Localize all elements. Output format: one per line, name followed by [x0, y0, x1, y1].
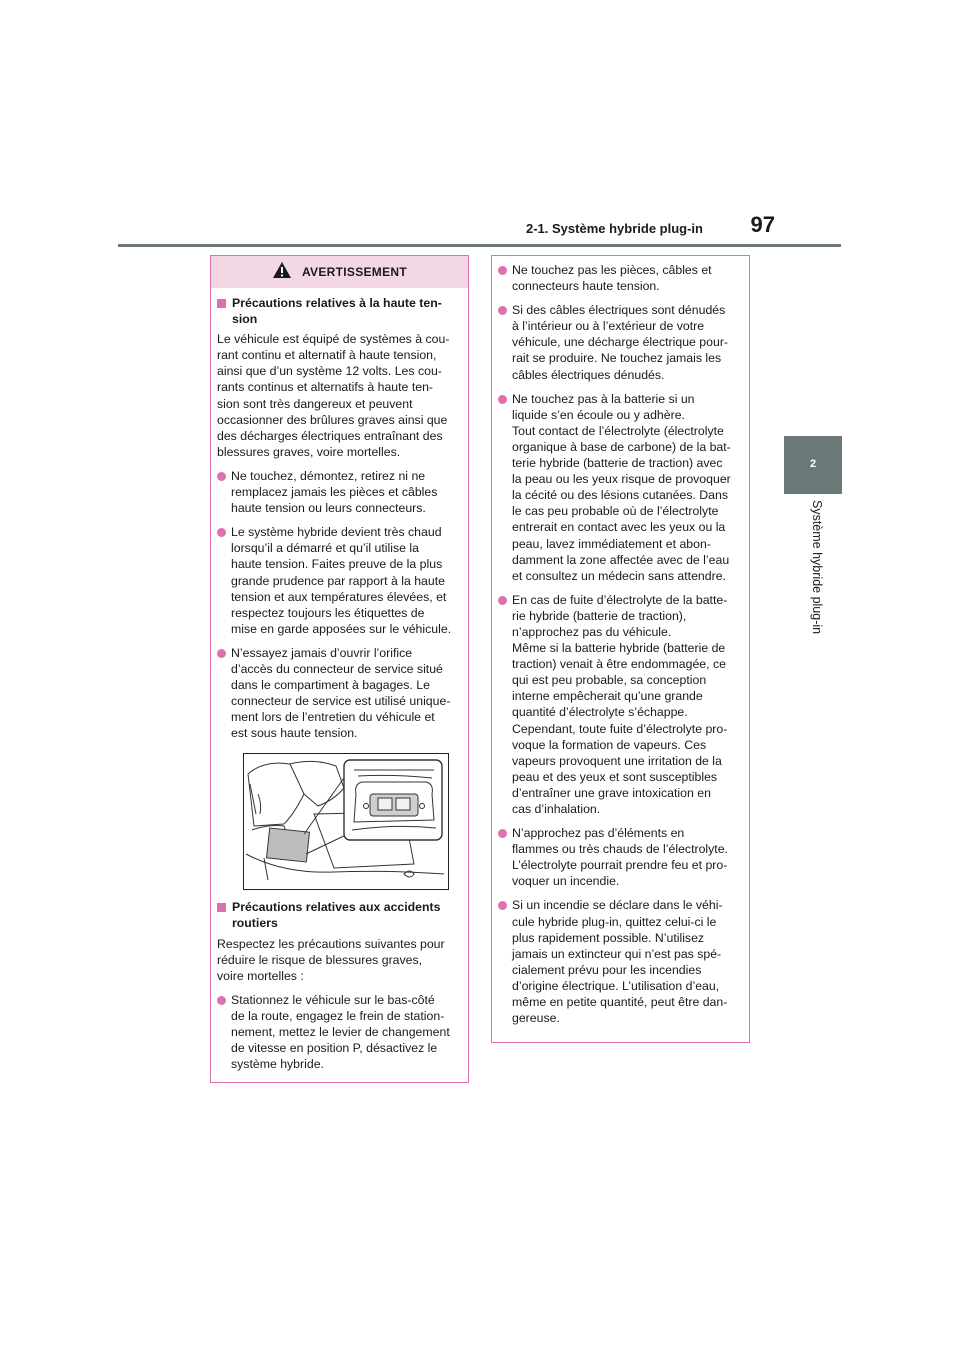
bullet-dot-icon [498, 306, 507, 315]
bullet-text: Le système hybride devient très chaud lorsqu’il a démarré et qu’il utilise la haute tension. Faites preuve de la plus grande prudence par rapport à la haute tension et aux températures élevées, et respectez toujours les étiquettes de mise en garde apposées sur le véhicule. [231, 525, 452, 636]
bullet-dot-icon [498, 901, 507, 910]
bullet-item [498, 391, 735, 584]
bullet-item [217, 645, 454, 742]
bullet-dot-icon [498, 596, 507, 605]
warning-box-left [210, 255, 469, 1083]
bullet-text: Ne touchez, démontez, retirez ni ne remplacez jamais les pièces et câbles haute tension ou leurs connecteurs. [231, 468, 438, 516]
bullet-text: Stationnez le véhicule sur le bas-côté de la route, engagez le frein de station- nement, mettez le levier de changement de vitesse en position P, désactivez le système hybride. [231, 992, 450, 1072]
bullet-text: Si des câbles électriques sont dénudés à l’intérieur ou à l’extérieur de votre véhicule, une décharge électrique pour- rait se produire. Ne touchez jamais les câbles électriques dénudés. [512, 303, 729, 382]
bullet-text: En cas de fuite d’électrolyte de la batte- rie hybride (batterie de traction), n’approchez pas du véhicule. Même si la batterie hybride (batterie de traction) venait à être endommagée, ce qui est peu probable, sa conception interne empêcherait qu’une grande quantité d’électrolyte s’échappe. Cependant, toute fuite d’électrolyte pro- voque la formation de vapeurs. Ces vapeurs provoquent une irritation de la peau et des yeux et sont susceptibles d’entraîner une grave intoxication en cas d’inhalation. [512, 592, 728, 816]
warning-box-right [491, 255, 750, 1043]
bullet-text: Si un incendie se déclare dans le véhi- cule hybride plug-in, quittez celui-ci le plus rapidement possible. N’utilisez jamais un extincteur qui n’est pas spé- cialement prévu pour les incendies d’origine électrique. L’utilisation d’eau, même en petite quantité, peut être dan- gereuse. [512, 898, 728, 1026]
bullet-text: Ne touchez pas les pièces, câbles et connecteurs haute tension. [512, 263, 712, 294]
bullet-dot-icon [498, 829, 507, 838]
bullet-item [498, 302, 735, 382]
bullet-item [498, 262, 735, 294]
bullet-item [217, 992, 454, 1072]
warning-triangle-icon [272, 261, 292, 284]
bullet-item [498, 897, 735, 1026]
bullet-item [217, 524, 454, 637]
bullet-dot-icon [217, 649, 226, 658]
bullet-text: N’essayez jamais d’ouvrir l’orifice d’accès du connecteur de service situé dans le compartiment à bagages. Le connecteur de service est utilisé unique- ment lors de l’entretien du véhicule et est sous haute tension. [231, 645, 451, 741]
section-heading-text: Précautions relatives aux accidents routiers [232, 900, 441, 931]
square-bullet-icon [217, 903, 226, 912]
chapter-tab [784, 436, 842, 494]
section-heading-high-voltage [217, 296, 454, 327]
bullet-item [217, 468, 454, 516]
intro-paragraph: Respectez les précautions suivantes pour réduire le risque de blessures graves, voire mortelles : [217, 936, 445, 983]
bullet-text: N’approchez pas d’éléments en flammes ou très chauds de l’électrolyte. L’électrolyte pourrait prendre feu et pro- voquer un incendie. [512, 826, 728, 889]
warning-content-right [492, 256, 749, 1026]
intro-paragraph: Le véhicule est équipé de systèmes à cou- rant continu et alternatif à haute tension, ainsi que d’un système 12 volts. Les cou- rants continus et alternatifs à haute ten- sion sont très dangereux et peuvent occasionner des brûlures graves ainsi que des décharges électriques entraînant des blessures graves, voire mortelles. [217, 332, 450, 459]
warning-content-left [211, 288, 468, 1072]
bullet-dot-icon [498, 266, 507, 275]
square-bullet-icon [217, 299, 226, 308]
warning-title: AVERTISSEMENT [301, 265, 408, 279]
bullet-dot-icon [217, 528, 226, 537]
section-title: 2-1. Système hybride plug-in [526, 221, 703, 236]
chapter-tab-number: 2 [809, 458, 817, 470]
section-heading-accidents [217, 900, 454, 931]
header-rule [118, 244, 841, 247]
chapter-tab-label: Système hybride plug-in [810, 500, 824, 635]
bullet-text: Ne touchez pas à la batterie si un liquide s’en écoule ou y adhère. Tout contact de l’électrolyte (électrolyte organique à base de carbone) de la bat- terie hybride (batterie de traction) avec la peau ou les yeux risque de provoquer la cécité ou des lésions cutanées. Dans le cas peu probable où de l’électrolyte entrerait en contact avec les yeux ou la peau, lavez immédiatement et abon- damment la zone affectée avec de l’eau et consultez un médecin sans attendre. [512, 391, 731, 583]
section-heading-text: Précautions relatives à la haute ten- sion [232, 296, 442, 326]
service-connector-illustration [243, 753, 449, 890]
bullet-dot-icon [217, 472, 226, 481]
page-number: 97 [750, 212, 775, 237]
bullet-item [498, 825, 735, 889]
warning-header [211, 256, 468, 288]
bullet-dot-icon [498, 395, 507, 404]
bullet-dot-icon [217, 996, 226, 1005]
bullet-item [498, 592, 735, 817]
